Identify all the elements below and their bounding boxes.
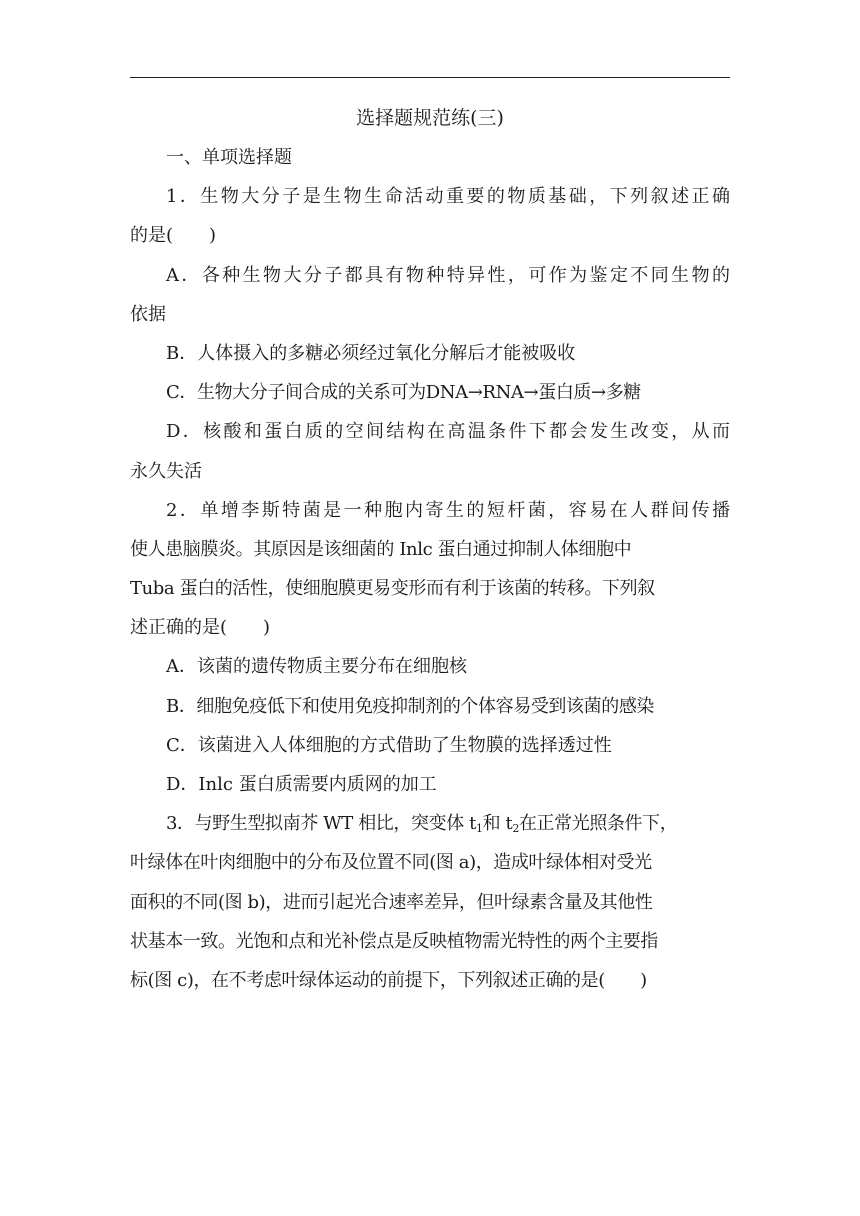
question-1-option-d-line-1: D．核酸和蛋白质的空间结构在高温条件下都会发生改变，从而 [166, 421, 730, 443]
question-1-option-a-line-2: 依据 [130, 303, 166, 325]
question-2 [130, 491, 730, 805]
question-1 [130, 177, 730, 491]
question-3-stem-line-5: 标(图 c)，在不考虑叶绿体运动的前提下，下列叙述正确的是( ) [130, 969, 647, 991]
question-2-option-c: C．该菌进入人体细胞的方式借助了生物膜的选择透过性 [166, 734, 612, 756]
question-2-stem-line-3: Tuba 蛋白的活性，使细胞膜更易变形而有利于该菌的转移。下列叙 [130, 578, 655, 600]
question-1-option-b: B．人体摄入的多糖必须经过氧化分解后才能被吸收 [166, 342, 576, 364]
document-body [130, 98, 730, 1000]
question-3-stem-line-2: 叶绿体在叶肉细胞中的分布及位置不同(图 a)，造成叶绿体相对受光 [130, 852, 652, 874]
question-1-option-c: C．生物大分子间合成的关系可为DNA→RNA→蛋白质→多糖 [166, 382, 641, 404]
subscript-1: 1 [475, 822, 483, 836]
question-3-stem-line-1 [130, 804, 730, 843]
question-3-stem-text-c: 在正常光照条件下， [518, 813, 678, 835]
question-3-stem-text-a: 3．与野生型拟南芥 WT 相比，突变体 t [166, 813, 476, 835]
question-1-option-d-line-2: 永久失活 [130, 460, 202, 482]
question-3-stem-line-4: 状基本一致。光饱和点和光补偿点是反映植物需光特性的两个主要指 [130, 930, 658, 952]
question-2-stem-line-4: 述正确的是( ) [130, 617, 271, 639]
question-2-stem-line-1: 2．单增李斯特菌是一种胞内寄生的短杆菌，容易在人群间传播 [166, 499, 730, 521]
section-heading: 一、单项选择题 [166, 147, 292, 168]
question-2-option-a: A．该菌的遗传物质主要分布在细胞核 [166, 656, 467, 678]
question-3-stem-line-3: 面积的不同(图 b)，进而引起光合速率差异，但叶绿素含量及其他性 [130, 891, 653, 913]
question-3-stem-text-b: 和 t [482, 813, 513, 835]
question-2-stem-line-2: 使人患脑膜炎。其原因是该细菌的 Inlc 蛋白通过抑制人体细胞中 [130, 538, 632, 560]
page-title: 选择题规范练(三) [356, 107, 504, 129]
question-1-option-a-line-1: A．各种生物大分子都具有物种特异性，可作为鉴定不同生物的 [166, 264, 730, 286]
subscript-2: 2 [512, 822, 519, 836]
header-rule [130, 77, 730, 78]
question-2-option-b: B．细胞免疫低下和使用免疫抑制剂的个体容易受到该菌的感染 [166, 695, 655, 717]
question-1-stem-line-2: 的是( ) [130, 225, 217, 247]
question-1-stem-line-1: 1．生物大分子是生物生命活动重要的物质基础，下列叙述正确 [166, 186, 730, 208]
question-2-option-d: D．Inlc 蛋白质需要内质网的加工 [166, 774, 437, 795]
question-3 [130, 804, 730, 1000]
